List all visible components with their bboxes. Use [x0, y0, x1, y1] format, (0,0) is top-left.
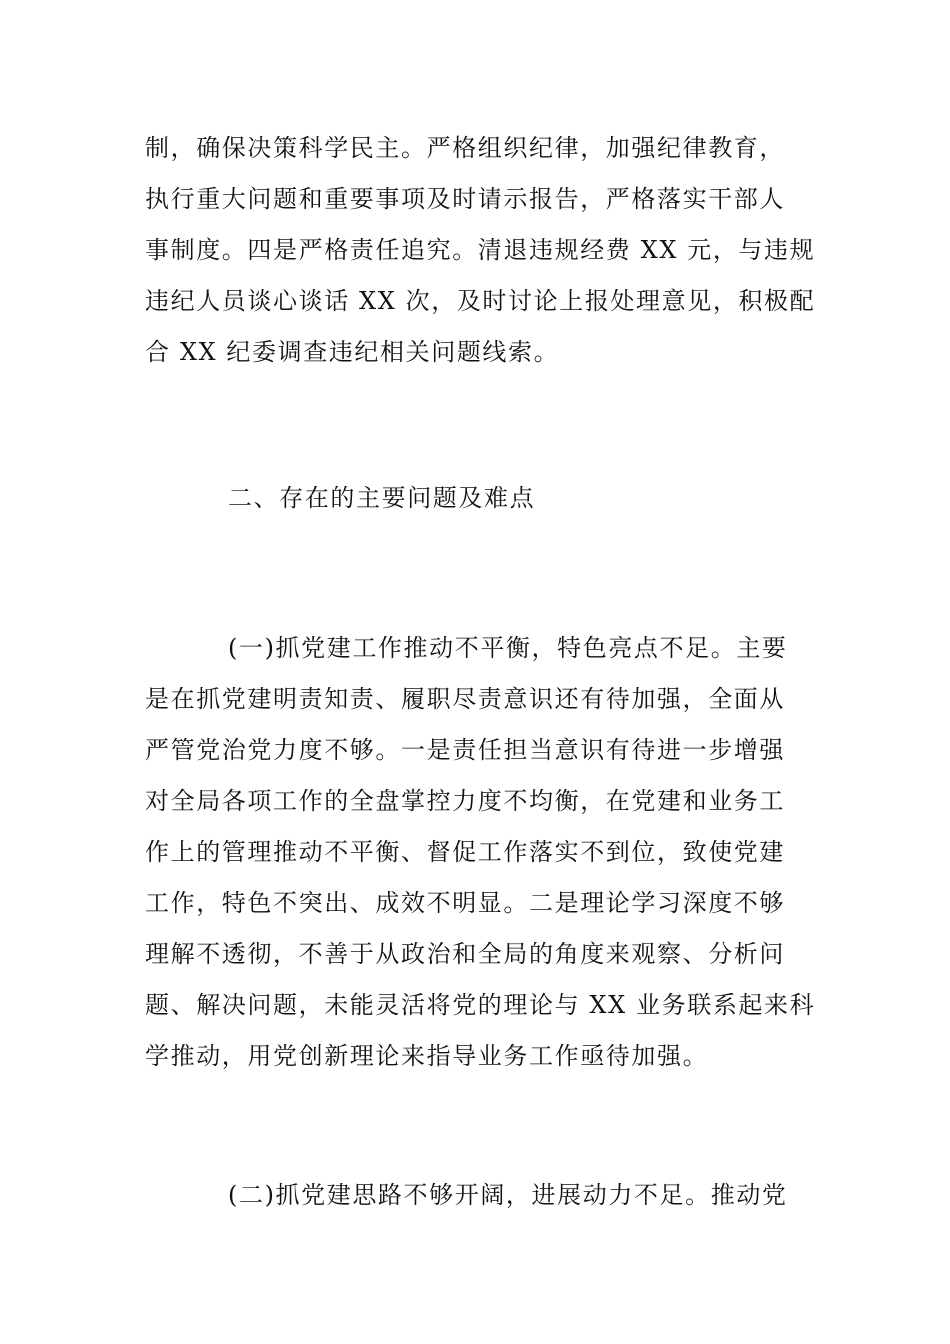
text-line: (二)抓党建思路不够开阔，进展动力不足。推动党: [228, 1181, 788, 1209]
text-line: 执行重大问题和重要事项及时请示报告，严格落实干部人: [145, 185, 785, 213]
text-line: 合 XX 纪委调查违纪相关问题线索。: [145, 338, 560, 366]
paragraph-discipline: [145, 123, 816, 378]
text-line: 作上的管理推动不平衡、督促工作落实不到位，致使党建: [145, 838, 785, 866]
text-line: 学推动，用党创新理论来指导业务工作亟待加强。: [145, 1042, 709, 1070]
text-line: 事制度。四是严格责任追究。清退违规经费 XX 元，与违规: [145, 236, 816, 264]
text-line: 题、解决问题，未能灵活将党的理论与 XX 业务联系起来科: [145, 991, 816, 1019]
text-line: (一)抓党建工作推动不平衡，特色亮点不足。主要: [228, 634, 788, 662]
text-line: 违纪人员谈心谈话 XX 次，及时讨论上报处理意见，积极配: [145, 287, 816, 315]
paragraph-problem-two: [145, 1170, 810, 1221]
paragraph-problem-one: [145, 623, 816, 1082]
text-line: 是在抓党建明责知责、履职尽责意识还有待加强，全面从: [145, 685, 785, 713]
text-line: 理解不透彻，不善于从政治和全局的角度来观察、分析问: [145, 940, 785, 968]
section-heading: 二、存在的主要问题及难点: [228, 484, 536, 512]
text-line: 严管党治党力度不够。一是责任担当意识有待进一步增强: [145, 736, 785, 764]
text-line: 工作，特色不突出、成效不明显。二是理论学习深度不够: [145, 889, 785, 917]
text-line: 对全局各项工作的全盘掌控力度不均衡，在党建和业务工: [145, 787, 785, 815]
text-line: 制，确保决策科学民主。严格组织纪律，加强纪律教育，: [145, 134, 785, 162]
